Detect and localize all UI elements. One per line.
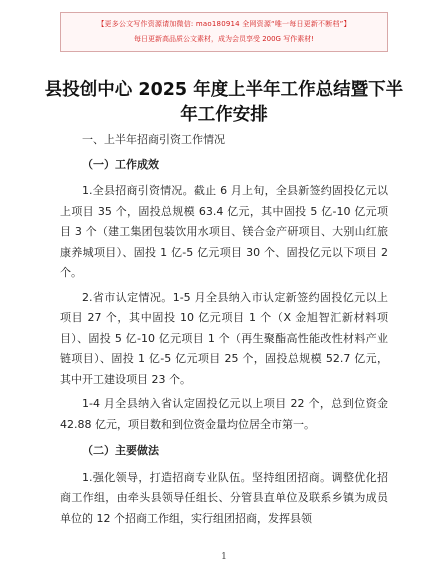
subsection-heading-achievements: （一）工作成效	[82, 157, 159, 171]
promo-banner-line2: 每日更新高品质公文素材，成为会员享受 200G 写作素材!	[133, 35, 315, 43]
paragraph-provincial: 1-4 月全县纳入省认定固投亿元以上项目 22 个，总到位资金 42.88 亿元，项目数和到位资金量均位居全市第一。	[60, 397, 388, 431]
paragraph-leadership: 1.强化领导，打造招商专业队伍。坚持组团招商。调整优化招商工作组，由牵头县领导任组长、分管县直单位及联系乡镇为成员单位的 12 个招商工作组，实行组团招商，发挥县领	[60, 470, 388, 525]
document-body	[60, 130, 388, 529]
page-number: 1	[221, 552, 227, 562]
paragraph-recognition: 2.省市认定情况。1-5 月全县纳入市认定新签约固投亿元以上项目 27 个，其中固投 10 亿元项目 1 个（X 金旭智汇新材料项目）、固投 5 亿-10 亿元项目 1 个（再生聚酯高性能改性材料产业链项目）、固投 1 亿-5 亿元项目 25 个，固投总规模 52.7 亿元，其中开工建设项目 23 个。	[60, 290, 388, 386]
promo-banner	[60, 12, 388, 52]
promo-banner-line1: 【更多公文写作资源请加微信: mao180914 全网资源“唯一每日更新不断档”】	[97, 20, 351, 28]
document-title: 县投创中心 2025 年度上半年工作总结暨下半年工作安排	[44, 80, 404, 125]
subsection-heading-methods: （二）主要做法	[82, 444, 159, 457]
paragraph-county-investment: 1.全县招商引资情况。截止 6 月上旬，全县新签约固投亿元以上项目 35 个，固投总规模 63.4 亿元，其中固投 5 亿-10 亿元项目 3 个（建工集团包装饮用水项目、镁合金产研项目、大别山红旅康养城项目）、固投 1 亿-5 亿元项目 30 个、固投亿元以下项目 2 个。	[60, 184, 388, 279]
section-heading-1: 一、上半年招商引资工作情况	[82, 133, 225, 146]
